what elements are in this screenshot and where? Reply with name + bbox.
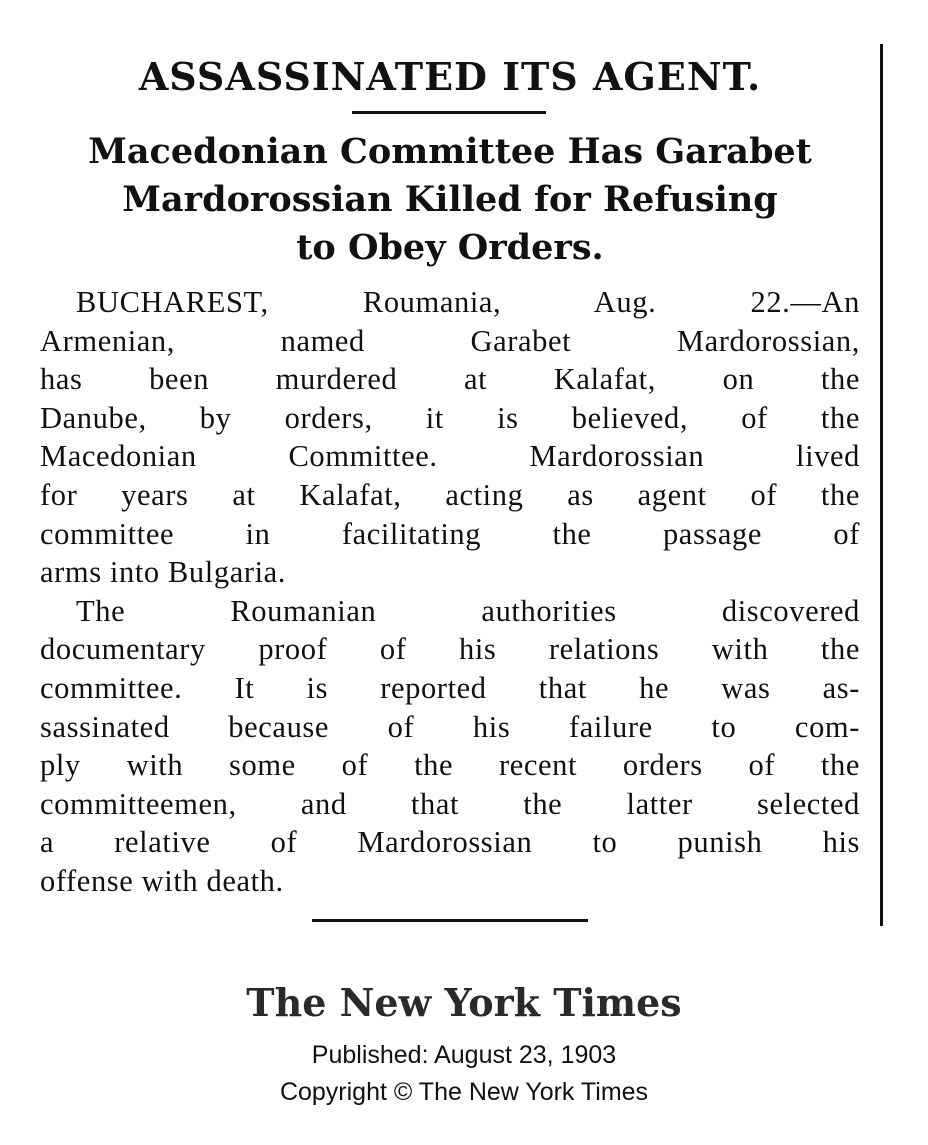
body-line: sassinated because of his failure to com-: [40, 709, 860, 744]
subhead-line: to Obey Orders.: [296, 227, 604, 268]
body-line: Danube, by orders, it is believed, of the: [40, 400, 860, 435]
body-line: committee in facilitating the passage of: [40, 516, 860, 551]
column-rule: [880, 44, 883, 926]
subhead-line: Mardorossian Killed for Refusing: [122, 179, 778, 220]
headline-divider: [352, 111, 546, 114]
body-line: committeemen, and that the latter selected: [40, 786, 860, 821]
published-date: Published: August 23, 1903: [311, 1041, 617, 1069]
body-line: a relative of Mardorossian to punish his: [40, 825, 860, 860]
body-line: ply with some of the recent orders of the: [40, 748, 860, 783]
body-line: documentary proof of his relations with the: [40, 632, 860, 667]
body-line: committee. It is reported that he was as-: [40, 670, 860, 705]
subhead: [40, 128, 860, 272]
body-line: arms into Bulgaria.: [40, 555, 287, 590]
article-body: [40, 283, 860, 901]
body-line: for years at Kalafat, acting as agent of the: [40, 477, 860, 512]
body-line: The Roumanian authorities discovered: [76, 593, 860, 628]
masthead-logo: The New York Times: [246, 980, 682, 1025]
body-line: BUCHAREST, Roumania, Aug. 22.—An: [76, 285, 860, 319]
body-line: offense with death.: [40, 863, 284, 898]
subhead-line: Macedonian Committee Has Garabet: [88, 131, 812, 172]
copyright-notice: Copyright © The New York Times: [279, 1078, 649, 1106]
body-line: Armenian, named Garabet Mardorossian,: [40, 323, 860, 358]
body-line: has been murdered at Kalafat, on the: [40, 362, 860, 397]
article-end-divider: [312, 919, 588, 922]
body-line: Macedonian Committee. Mardorossian lived: [40, 439, 860, 474]
headline: ASSASSINATED ITS AGENT.: [138, 54, 762, 99]
